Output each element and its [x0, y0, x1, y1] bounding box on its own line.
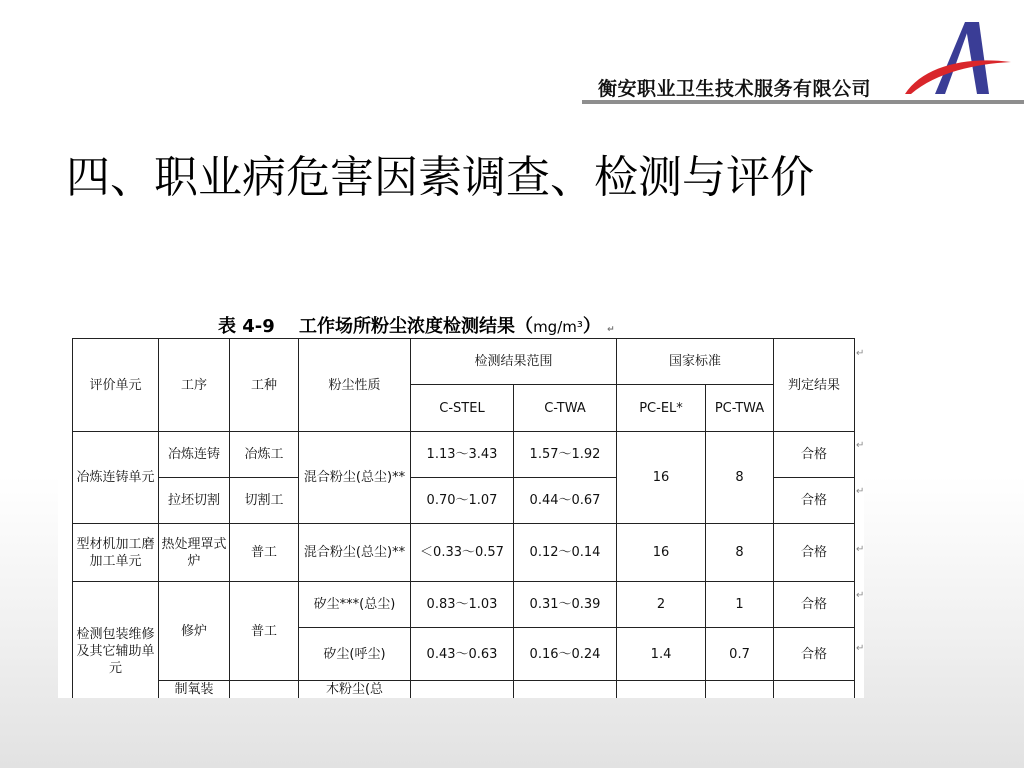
cell-result: 合格 — [774, 628, 855, 681]
cell-process: 拉坯切割 — [159, 478, 230, 524]
cell-dust: 混合粉尘(总尘)** — [299, 524, 411, 582]
cell-twa: 0.44～0.67 — [514, 478, 617, 524]
cell-pc-el — [617, 681, 706, 699]
cell-stel — [411, 681, 514, 699]
cell-unit: 型材机加工磨加工单元 — [73, 524, 159, 582]
cell-result: 合格 — [774, 524, 855, 582]
th-stel: C-STEL — [411, 385, 514, 432]
caption-end: ） — [582, 316, 601, 337]
cell-twa: 1.57～1.92 — [514, 432, 617, 478]
th-pc-twa: PC-TWA — [706, 385, 774, 432]
stylized-A-logo-icon — [905, 20, 1017, 104]
cell-dust: 矽尘(呼尘) — [299, 628, 411, 681]
cell-pc-el: 1.4 — [617, 628, 706, 681]
table-caption: 表 4-9 工作场所粉尘浓度检测结果（mg/m³） ↵ — [218, 316, 615, 337]
cell-twa: 0.16～0.24 — [514, 628, 617, 681]
company-name: 衡安职业卫生技术服务有限公司 — [598, 78, 872, 100]
table-row — [73, 681, 855, 699]
table-row — [73, 432, 855, 478]
cell-job — [230, 681, 299, 699]
table-row — [73, 582, 855, 628]
cell-pc-twa: 0.7 — [706, 628, 774, 681]
row-end-mark: ↵ — [856, 440, 864, 451]
cell-result: 合格 — [774, 582, 855, 628]
cell-dust: 混合粉尘(总尘)** — [299, 432, 411, 524]
cell-pc-el: 16 — [617, 524, 706, 582]
cell-pc-twa — [706, 681, 774, 699]
cell-stel: 0.43～0.63 — [411, 628, 514, 681]
cell-dust: 木粉尘(总 — [299, 681, 411, 699]
cell-pc-el: 16 — [617, 432, 706, 524]
row-end-mark: ↵ — [856, 643, 864, 654]
row-end-mark: ↵ — [856, 590, 864, 601]
th-dust-type: 粉尘性质 — [299, 339, 411, 432]
th-range-group: 检测结果范围 — [411, 339, 617, 385]
cell-twa: 0.12～0.14 — [514, 524, 617, 582]
th-job: 工种 — [230, 339, 299, 432]
th-process: 工序 — [159, 339, 230, 432]
cell-dust: 矽尘***(总尘) — [299, 582, 411, 628]
cell-unit: 冶炼连铸单元 — [73, 432, 159, 524]
cell-process: 制氧装 — [159, 681, 230, 699]
header-row-1 — [73, 339, 855, 385]
cell-process: 热处理罩式炉 — [159, 524, 230, 582]
th-unit: 评价单元 — [73, 339, 159, 432]
table-image — [58, 300, 864, 698]
slide-title: 四、职业病危害因素调查、检测与评价 — [66, 152, 814, 203]
cell-process: 冶炼连铸 — [159, 432, 230, 478]
dust-concentration-table — [72, 338, 855, 698]
cell-process: 修炉 — [159, 582, 230, 681]
cell-job: 切割工 — [230, 478, 299, 524]
caption-unit: mg/m³ — [533, 318, 583, 336]
cell-unit: 检测包装维修及其它辅助单元 — [73, 582, 159, 699]
cell-job: 冶炼工 — [230, 432, 299, 478]
cell-result: 合格 — [774, 432, 855, 478]
cell-stel: ＜0.33～0.57 — [411, 524, 514, 582]
th-judgement: 判定结果 — [774, 339, 855, 432]
caption-text: 表 4-9 工作场所粉尘浓度检测结果（ — [218, 316, 534, 337]
row-end-mark: ↵ — [856, 486, 864, 497]
cell-stel: 0.83～1.03 — [411, 582, 514, 628]
cell-stel: 1.13～3.43 — [411, 432, 514, 478]
cell-pc-twa: 1 — [706, 582, 774, 628]
cell-pc-twa: 8 — [706, 432, 774, 524]
cell-pc-twa: 8 — [706, 524, 774, 582]
cell-job: 普工 — [230, 582, 299, 681]
th-standard-group: 国家标准 — [617, 339, 774, 385]
table-row — [73, 524, 855, 582]
th-twa: C-TWA — [514, 385, 617, 432]
cell-result — [774, 681, 855, 699]
cell-twa: 0.31～0.39 — [514, 582, 617, 628]
cell-stel: 0.70～1.07 — [411, 478, 514, 524]
cell-result: 合格 — [774, 478, 855, 524]
th-pc-el: PC-EL* — [617, 385, 706, 432]
row-end-mark: ↵ — [856, 348, 864, 359]
row-end-mark: ↵ — [856, 544, 864, 555]
cell-pc-el: 2 — [617, 582, 706, 628]
cell-job: 普工 — [230, 524, 299, 582]
cell-twa — [514, 681, 617, 699]
